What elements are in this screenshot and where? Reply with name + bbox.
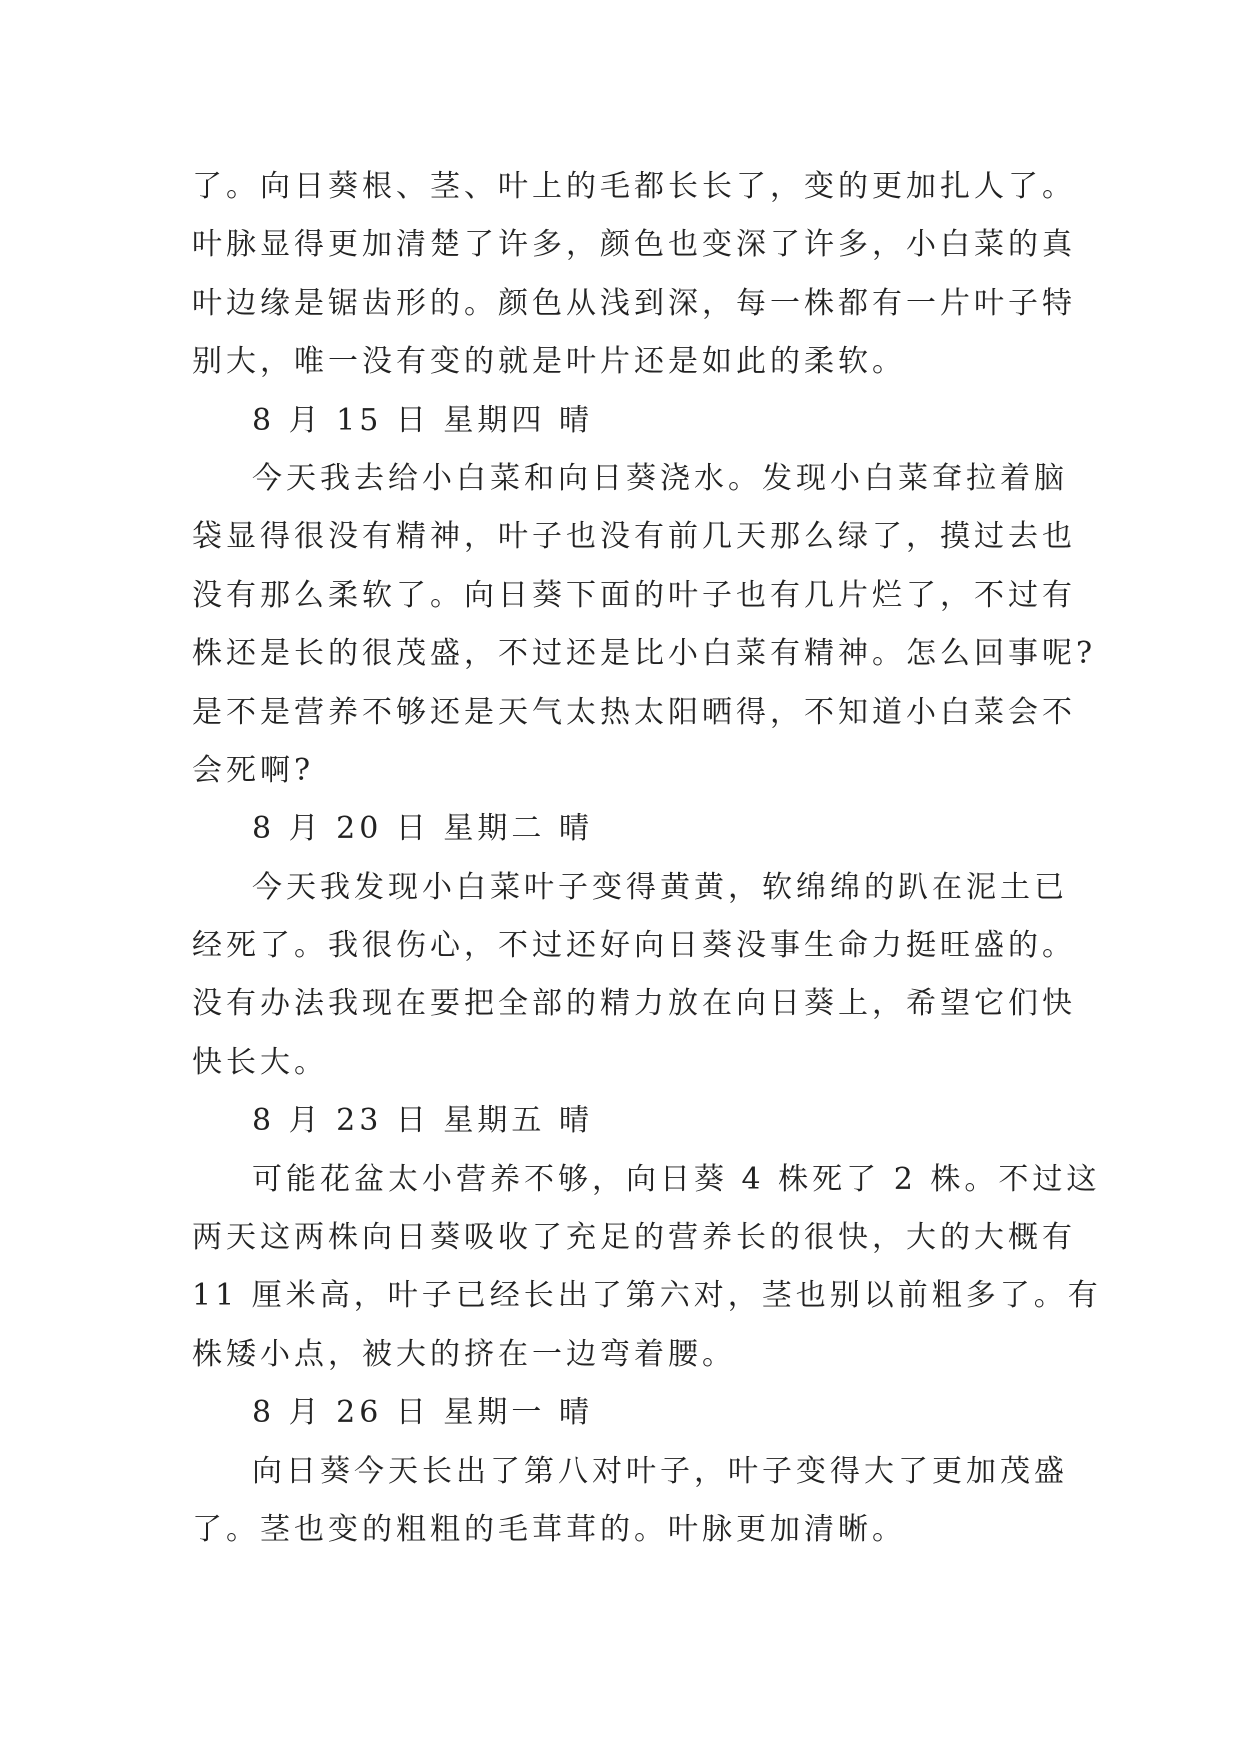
text-line: 株还是长的很茂盛，不过还是比小白菜有精神。怎么回事呢? [192, 636, 1097, 672]
text-line: 别大，唯一没有变的就是叶片还是如此的柔软。 [192, 344, 906, 380]
text-line: 叶边缘是锯齿形的。颜色从浅到深，每一株都有一片叶子特 [192, 285, 1076, 321]
text-line: 今天我去给小白菜和向日葵浇水。发现小白菜耷拉着脑 [252, 460, 1068, 496]
text-line: 经死了。我很伤心，不过还好向日葵没事生命力挺旺盛的。 [192, 928, 1076, 964]
text-line: 叶脉显得更加清楚了许多，颜色也变深了许多，小白菜的真 [192, 227, 1076, 263]
text-line: 株矮小点，被大的挤在一边弯着腰。 [192, 1336, 736, 1372]
text-line: 了。茎也变的粗粗的毛茸茸的。叶脉更加清晰。 [192, 1511, 906, 1547]
text-line: 快长大。 [192, 1044, 328, 1080]
diary-date-heading: 8 月 26 日 星期一 晴 [252, 1395, 593, 1431]
text-line: 11 厘米高，叶子已经长出了第六对，茎也别以前粗多了。有 [192, 1278, 1102, 1314]
text-line: 会死啊? [192, 752, 315, 788]
text-line: 向日葵今天长出了第八对叶子，叶子变得大了更加茂盛 [252, 1453, 1068, 1489]
text-line: 袋显得很没有精神，叶子也没有前几天那么绿了，摸过去也 [192, 519, 1076, 555]
diary-text-body [192, 158, 1102, 1559]
text-line: 了。向日葵根、茎、叶上的毛都长长了，变的更加扎人了。 [192, 169, 1076, 204]
text-line: 没有办法我现在要把全部的精力放在向日葵上，希望它们快 [192, 986, 1076, 1022]
text-line: 今天我发现小白菜叶子变得黄黄，软绵绵的趴在泥土已 [252, 869, 1068, 905]
text-line: 两天这两株向日葵吸收了充足的营养长的很快，大的大概有 [192, 1220, 1076, 1256]
text-line: 没有那么柔软了。向日葵下面的叶子也有几片烂了，不过有 [192, 577, 1076, 613]
diary-date-heading: 8 月 23 日 星期五 晴 [252, 1103, 593, 1139]
diary-date-heading: 8 月 20 日 星期二 晴 [252, 811, 593, 847]
diary-date-heading: 8 月 15 日 星期四 晴 [252, 402, 593, 438]
text-line: 是不是营养不够还是天气太热太阳晒得，不知道小白菜会不 [192, 694, 1076, 730]
text-line: 可能花盆太小营养不够，向日葵 4 株死了 2 株。不过这 [252, 1161, 1101, 1197]
